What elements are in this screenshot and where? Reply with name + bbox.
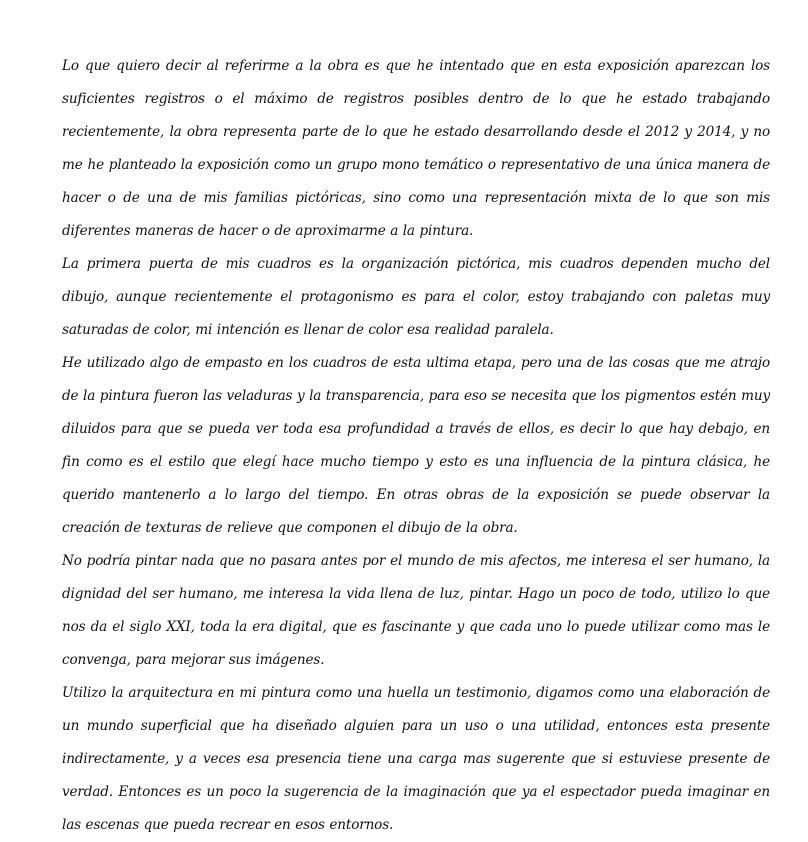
paragraph-5: Utilizo la arquitectura en mi pintura como una huella un testimonio, digamos como una elaboración de un mundo superficial que ha diseñado alguien para un uso o una utilidad, entonces esta presente indirectamente, y a veces esa presencia tiene una carga mas sugerente que si estuviese presente de verdad. Entonces es un poco la sugerencia de la imaginación que ya el espectador pueda imaginar en las escenas que pueda recrear en esos entornos.: [62, 685, 770, 833]
paragraph-4: No podría pintar nada que no pasara antes por el mundo de mis afectos, me interesa el ser humano, la dignidad del ser humano, me interesa la vida llena de luz, pintar. Hago un poco de todo, utilizo lo que nos da el siglo XXI, toda la era digital, que es fascinante y que cada uno lo puede utilizar como mas le convenga, para mejorar sus imágenes.: [62, 553, 770, 668]
paragraph-3: He utilizado algo de empasto en los cuadros de esta ultima etapa, pero una de las cosas que me atrajo de la pintura fueron las veladuras y la transparencia, para eso se necesita que los pigmentos estén muy diluidos para que se pueda ver toda esa profundidad a través de ellos, es decir lo que hay debajo, en fin como es el estilo que elegí hace mucho tiempo y esto es una influencia de la pintura clásica, he querido mantenerlo a lo largo del tiempo. En otras obras de la exposición se puede observar la creación de texturas de relieve que componen el dibujo de la obra.: [62, 355, 770, 536]
paragraph-1: Lo que quiero decir al referirme a la obra es que he intentado que en esta exposición aparezcan los suficientes registros o el máximo de registros posibles dentro de lo que he estado trabajando recientemente, la obra representa parte de lo que he estado desarrollando desde el 2012 y 2014, y no me he planteado la exposición como un grupo mono temático o representativo de una única manera de hacer o de una de mis familias pictóricas, sino como una representación mixta de lo que son mis diferentes maneras de hacer o de aproximarme a la pintura.: [62, 58, 770, 239]
paragraph-2: La primera puerta de mis cuadros es la organización pictórica, mis cuadros dependen mucho del dibujo, aunque recientemente el protagonismo es para el color, estoy trabajando con paletas muy saturadas de color, mi intención es llenar de color esa realidad paralela.: [62, 256, 770, 338]
body-text: [62, 50, 770, 842]
